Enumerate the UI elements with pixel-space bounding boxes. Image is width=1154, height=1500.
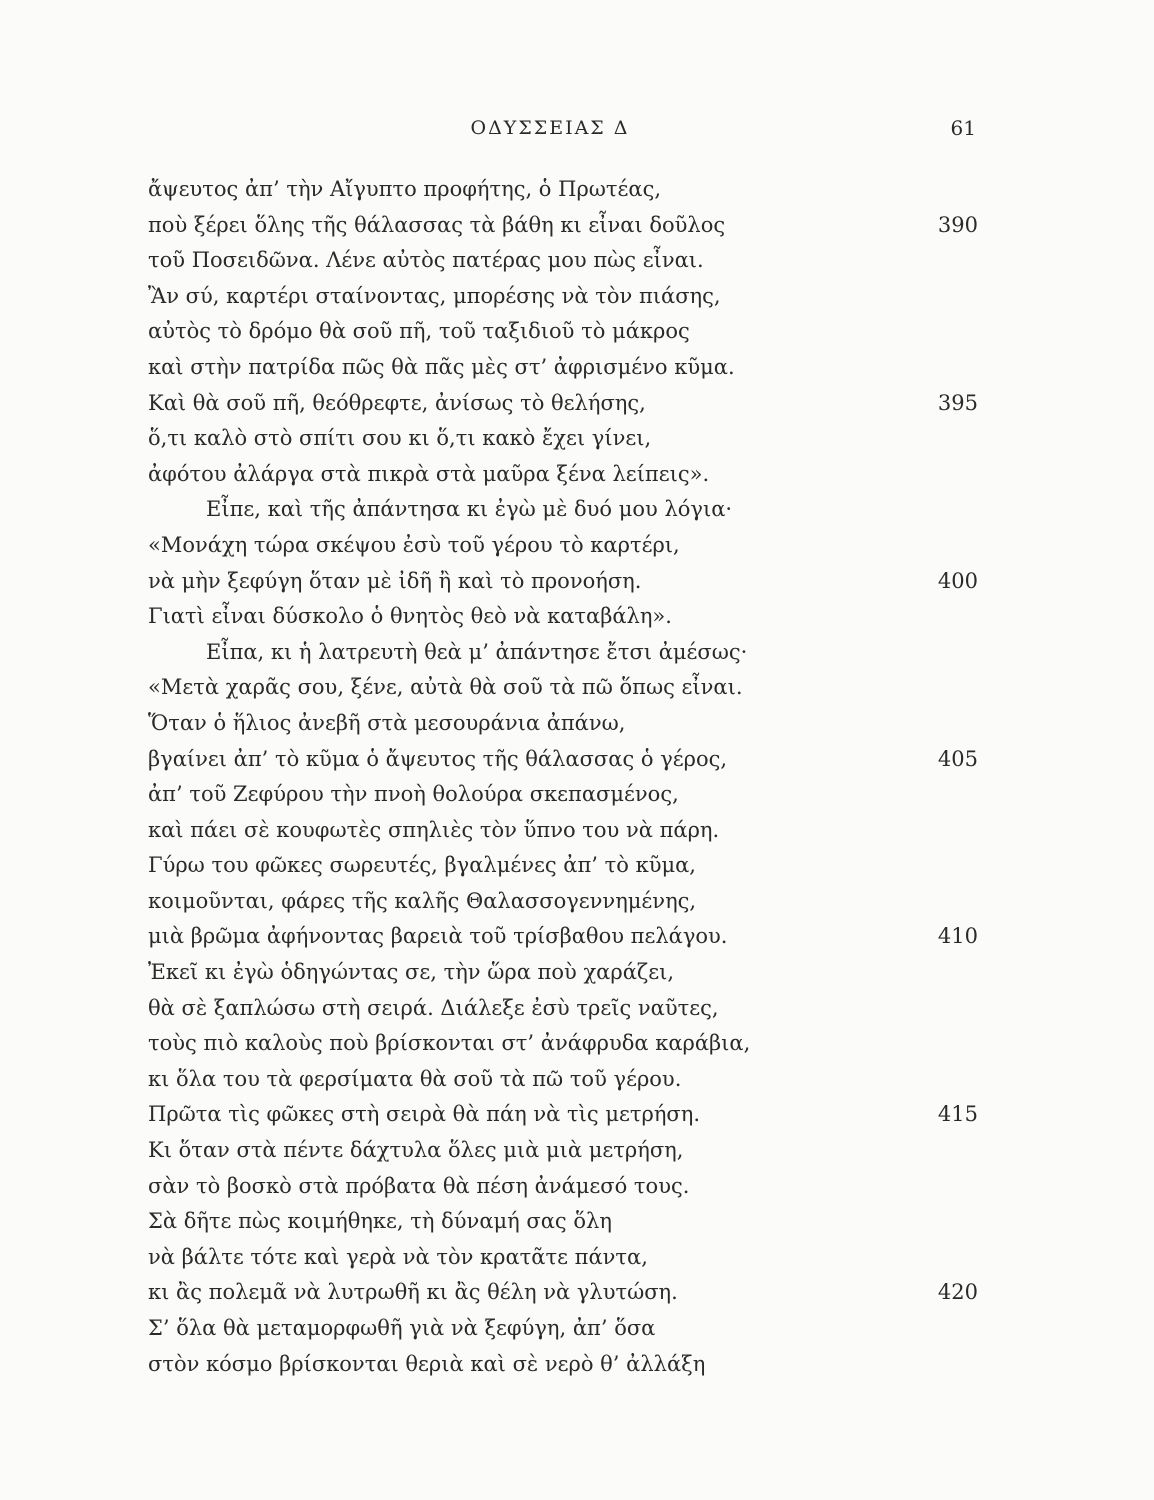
verse-line (0, 991, 1154, 1027)
verse-text: ὅ,τι καλὸ στὸ σπίτι σου κι ὅ,τι κακὸ ἔχει γίνει, (148, 426, 652, 451)
verse-line (0, 208, 1154, 244)
verse-line (0, 848, 1154, 884)
verse-text: «Μετὰ χαρᾶς σου, ξένε, αὐτὰ θὰ σοῦ τὰ πῶ ὅπως εἶναι. (148, 675, 743, 700)
verse-text: αὐτὸς τὸ δρόμο θὰ σοῦ πῆ, τοῦ ταξιδιοῦ τὸ μάκρος (148, 319, 690, 344)
verse-text: Γιατὶ εἶναι δύσκολο ὁ θνητὸς θεὸ νὰ καταβάλη». (148, 604, 672, 629)
line-number: 400 (937, 568, 978, 593)
verse-line (0, 172, 1154, 208)
page-number: 61 (950, 116, 976, 140)
verse-line (0, 1347, 1154, 1383)
verse-line (0, 279, 1154, 315)
verse-text: στὸν κόσμο βρίσκονται θεριὰ καὶ σὲ νερὸ θ’ ἀλλάξη (148, 1351, 706, 1376)
verse-text: Εἶπε, καὶ τῆς ἀπάντησα κι ἐγὼ μὲ δυό μου λόγια· (206, 497, 733, 522)
verse-text: ἀπ’ τοῦ Ζεφύρου τὴν πνοὴ θολούρα σκεπασμένος, (148, 782, 679, 807)
verse-text: Γύρω του φῶκες σωρευτές, βγαλμένες ἀπ’ τὸ κῦμα, (148, 853, 696, 878)
verse-text: ἀφότου ἀλάργα στὰ πικρὰ στὰ μαῦρα ξένα λείπεις». (148, 461, 710, 486)
verse-line (0, 706, 1154, 742)
verse-line (0, 742, 1154, 778)
verse-text: ἄψευτος ἀπ’ τὴν Αἴγυπτο προφήτης, ὁ Πρωτέας, (148, 177, 662, 201)
verse-line (0, 1026, 1154, 1062)
verse-line (0, 528, 1154, 564)
verse-text: «Μονάχη τώρα σκέψου ἐσὺ τοῦ γέρου τὸ καρτέρι, (148, 532, 680, 557)
running-head (0, 112, 1154, 144)
verse-line (0, 599, 1154, 635)
verse-line (0, 1275, 1154, 1311)
verse-text: τοὺς πιὸ καλοὺς ποὺ βρίσκονται στ’ ἀνάφρυδα καράβια, (148, 1031, 751, 1056)
verse-line (0, 919, 1154, 955)
verse-line (0, 1062, 1154, 1098)
verse-line (0, 1204, 1154, 1240)
verse-text: σὰν τὸ βοσκὸ στὰ πρόβατα θὰ πέση ἀνάμεσό τους. (148, 1173, 690, 1198)
verse-line (0, 314, 1154, 350)
verse-line (0, 1240, 1154, 1276)
verse-text: Σ’ ὅλα θὰ μεταμορφωθῆ γιὰ νὰ ξεφύγη, ἀπ’ ὅσα (148, 1316, 656, 1340)
verse-text: νὰ βάλτε τότε καὶ γερὰ νὰ τὸν κρατᾶτε πάντα, (148, 1244, 648, 1269)
verse-line (0, 777, 1154, 813)
line-number: 415 (937, 1102, 978, 1127)
verse-line (0, 457, 1154, 493)
verse-text: τοῦ Ποσειδῶνα. Λένε αὐτὸς πατέρας μου πὼς εἶναι. (148, 248, 704, 273)
verse-line (0, 813, 1154, 849)
verse-line (0, 492, 1154, 528)
verse-text: Ὅταν ὁ ἥλιος ἀνεβῆ στὰ μεσουράνια ἀπάνω, (148, 710, 626, 735)
verse-line (0, 421, 1154, 457)
verse-text: νὰ μὴν ξεφύγη ὅταν μὲ ἰδῆ ἢ καὶ τὸ προνοήση. (148, 568, 642, 593)
verse-text: ποὺ ξέρει ὅλης τῆς θάλασσας τὰ βάθη κι εἶναι δοῦλος (148, 212, 726, 237)
line-number: 390 (937, 212, 978, 237)
line-number: 410 (937, 924, 978, 949)
verse-line (0, 1097, 1154, 1133)
running-title: ΟΔΥΣΣΕΙΑΣ Δ (470, 117, 630, 139)
verse-text: κοιμοῦνται, φάρες τῆς καλῆς Θαλασσογεννημένης, (148, 888, 697, 913)
verse-line (0, 884, 1154, 920)
verse-line (0, 243, 1154, 279)
verse-text: καὶ στὴν πατρίδα πῶς θὰ πᾶς μὲς στ’ ἀφρισμένο κῦμα. (148, 354, 735, 379)
verse-text: μιὰ βρῶμα ἀφήνοντας βαρειὰ τοῦ τρίσβαθου πελάγου. (148, 924, 728, 949)
verse-text: Ἐκεῖ κι ἐγὼ ὁδηγώντας σε, τὴν ὥρα ποὺ χαράζει, (148, 960, 675, 985)
verse-line (0, 955, 1154, 991)
verse-line (0, 1133, 1154, 1169)
verse-line (0, 564, 1154, 600)
verse-text: Σὰ δῆτε πὼς κοιμήθηκε, τὴ δύναμή σας ὅλη (148, 1209, 612, 1234)
verse-text: βγαίνει ἀπ’ τὸ κῦμα ὁ ἄψευτος τῆς θάλασσας ὁ γέρος, (148, 746, 728, 771)
verse-text: Ἂν σύ, καρτέρι σταίνοντας, μπορέσης νὰ τὸν πιάσης, (148, 283, 721, 308)
verse-line (0, 1311, 1154, 1347)
verse-text: θὰ σὲ ξαπλώσω στὴ σειρά. Διάλεξε ἐσὺ τρεῖς ναῦτες, (148, 995, 719, 1020)
verse-text: Πρῶτα τὶς φῶκες στὴ σειρὰ θὰ πάη νὰ τὶς μετρήση. (148, 1102, 700, 1127)
verse-text: Κι ὅταν στὰ πέντε δάχτυλα ὅλες μιὰ μιὰ μετρήση, (148, 1138, 684, 1163)
verse-block (0, 172, 1154, 1382)
verse-line (0, 670, 1154, 706)
line-number: 420 (937, 1280, 978, 1305)
verse-line (0, 350, 1154, 386)
line-number: 395 (937, 390, 978, 415)
line-number: 405 (937, 746, 978, 771)
verse-text: Καὶ θὰ σοῦ πῆ, θεόθρεφτε, ἀνίσως τὸ θελήσης, (148, 390, 646, 415)
verse-line (0, 635, 1154, 671)
verse-text: κι ἂς πολεμᾶ νὰ λυτρωθῆ κι ἂς θέλη νὰ γλυτώση. (148, 1280, 678, 1305)
verse-line (0, 386, 1154, 422)
verse-text: καὶ πάει σὲ κουφωτὲς σπηλιὲς τὸν ὕπνο του νὰ πάρη. (148, 817, 720, 842)
verse-text: κι ὅλα του τὰ φερσίματα θὰ σοῦ τὰ πῶ τοῦ γέρου. (148, 1066, 682, 1091)
verse-line (0, 1169, 1154, 1205)
verse-text: Εἶπα, κι ἡ λατρευτὴ θεὰ μ’ ἀπάντησε ἔτσι ἀμέσως· (206, 639, 748, 664)
